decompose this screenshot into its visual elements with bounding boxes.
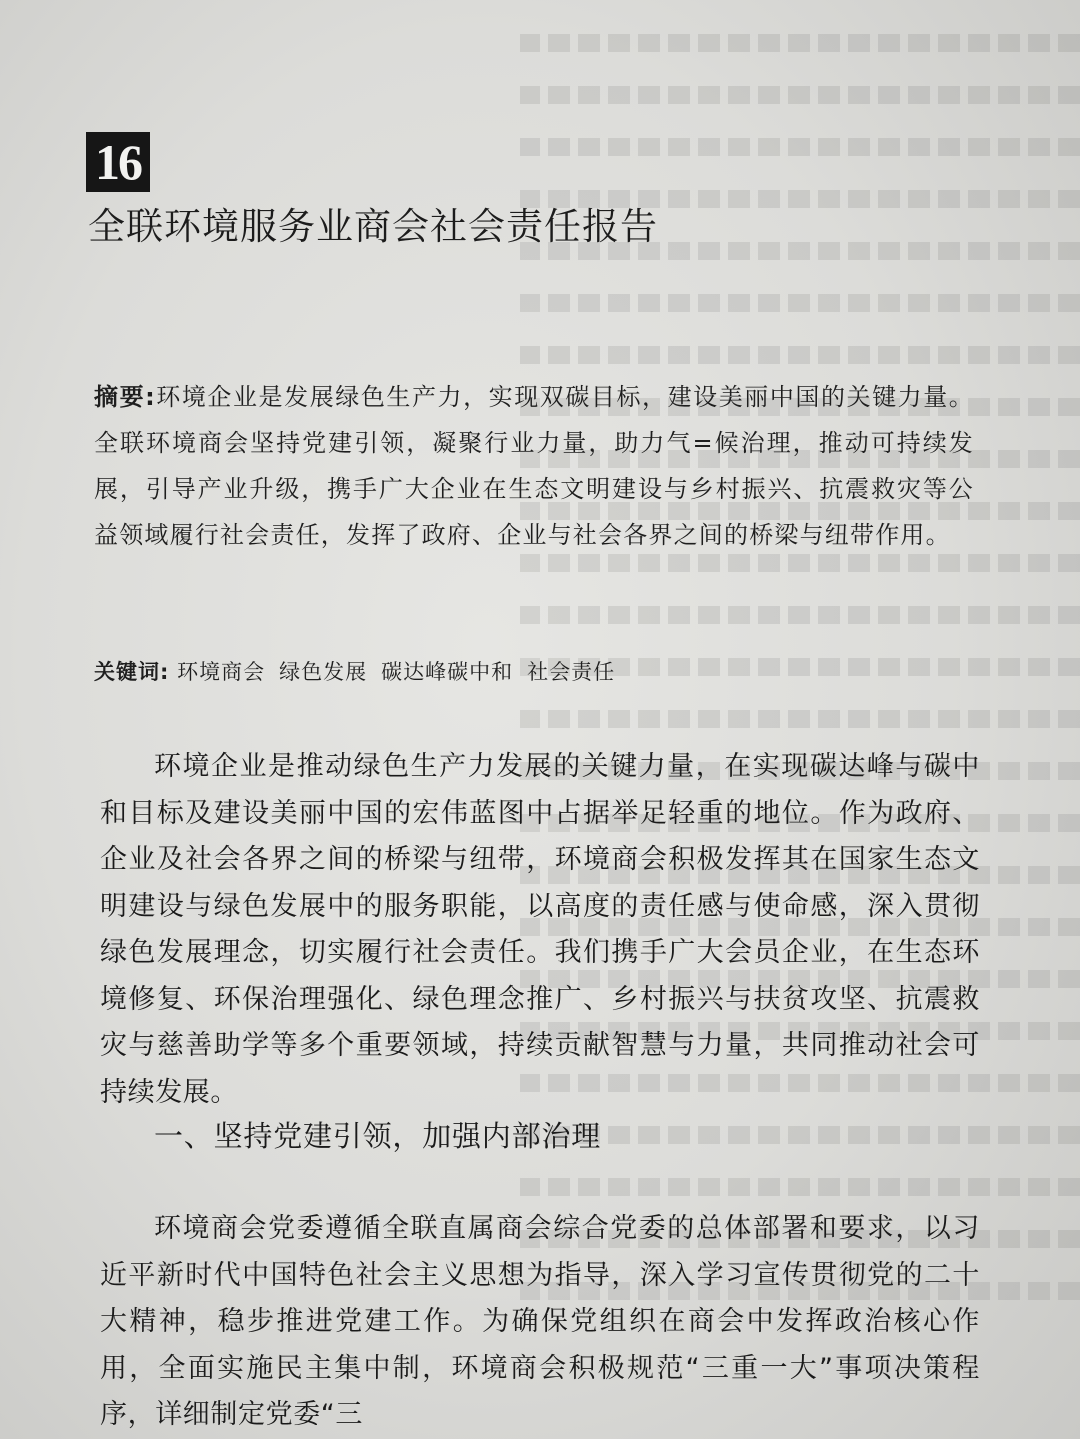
abstract <box>94 374 974 558</box>
keywords <box>94 656 629 686</box>
keyword-item: 社会责任 <box>527 660 616 684</box>
abstract-text: 环境企业是发展绿色生产力，实现双碳目标，建设美丽中国的关键力量。全联环境商会坚持党建引领，凝聚行业力量，助力气=候治理，推动可持续发展，引导产业升级，携手广大企业在生态文明建设与乡村振兴、抗震救灾等公益领域履行社会责任，发挥了政府、企业与社会各界之间的桥梁与纽带作用。 <box>94 383 974 549</box>
chapter-title: 全联环境服务业商会社会责任报告 <box>88 205 658 248</box>
body-paragraph-1: 环境企业是推动绿色生产力发展的关键力量，在实现碳达峰与碳中和目标及建设美丽中国的宏伟蓝图中占据举足轻重的地位。作为政府、企业及社会各界之间的桥梁与纽带，环境商会积极发挥其在国家生态文明建设与绿色发展中的服务职能，以高度的责任感与使命感，深入贯彻绿色发展理念，切实履行社会责任。我们携手广大会员企业，在生态环境修复、环保治理强化、绿色理念推广、乡村振兴与扶贫攻坚、抗震救灾与慈善助学等多个重要领域，持续贡献智慧与力量，共同推动社会可持续发展。 <box>100 751 980 1108</box>
chapter-number-badge: 16 <box>86 132 150 192</box>
keyword-item: 绿色发展 <box>279 660 368 684</box>
keywords-label: 关键词: <box>94 660 170 684</box>
keyword-item: 环境商会 <box>177 660 266 684</box>
abstract-label: 摘要: <box>94 383 156 411</box>
keyword-item: 碳达峰碳中和 <box>381 660 514 684</box>
section-heading-1: 一、坚持党建引领，加强内部治理 <box>154 1119 602 1153</box>
body-paragraph-2: 环境商会党委遵循全联直属商会综合党委的总体部署和要求，以习近平新时代中国特色社会主义思想为指导，深入学习宣传贯彻党的二十大精神，稳步推进党建工作。为确保党组织在商会中发挥政治核心作用，全面实施民主集中制，环境商会积极规范“三重一大”事项决策程序，详细制定党委“三 <box>100 1213 980 1430</box>
